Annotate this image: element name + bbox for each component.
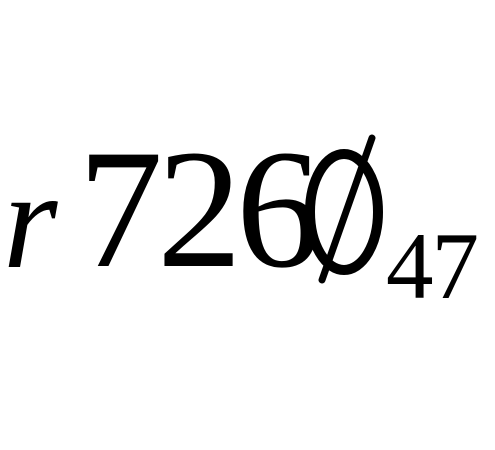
empty-set-symbol (298, 134, 390, 284)
number-digits: 726 (78, 115, 315, 303)
subscript-number: 47 (386, 213, 477, 319)
math-expression (0, 115, 495, 324)
variable-r: r (3, 143, 58, 298)
